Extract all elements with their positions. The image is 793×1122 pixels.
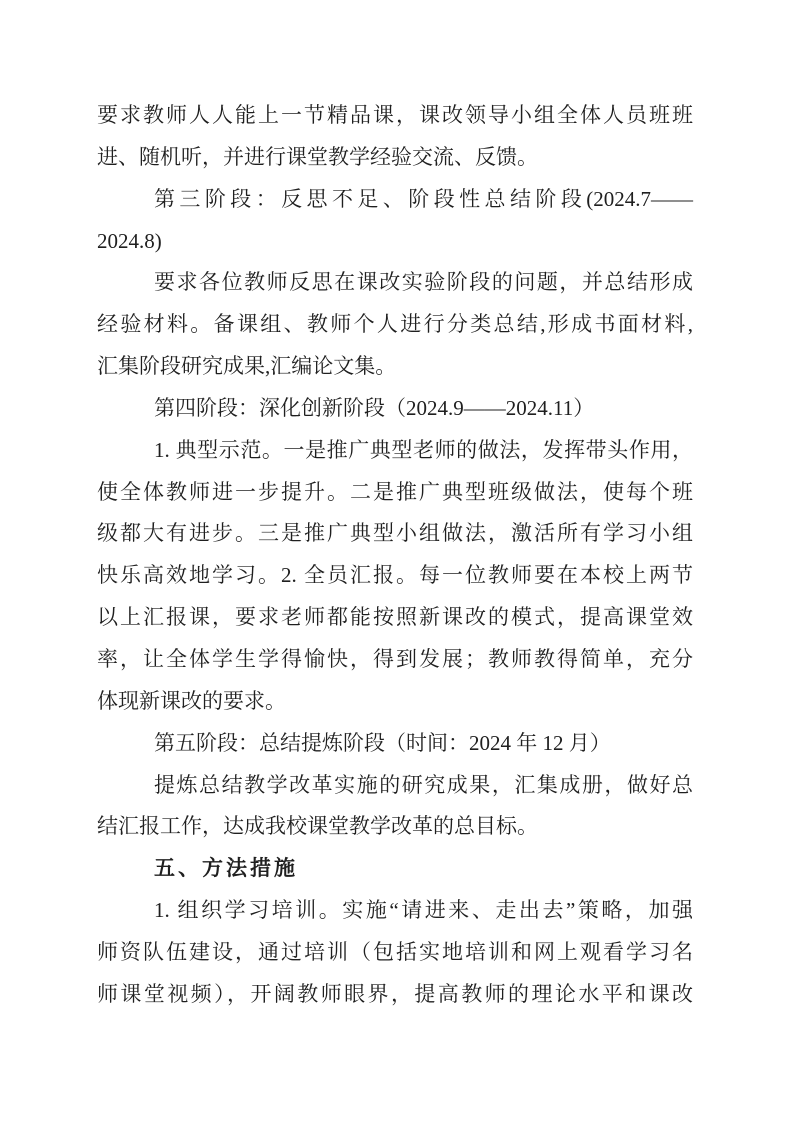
text-line: 快乐高效地学习。2. 全员汇报。每一位教师要在本校上两节 xyxy=(97,563,693,588)
text-line: 第五阶段：总结提炼阶段（时间：2024 年 12 月） xyxy=(154,730,611,755)
section-heading: 五、方法措施 xyxy=(154,856,298,881)
text-line: 率，让全体学生学得愉快，得到发展；教师教得简单，充分 xyxy=(97,646,693,671)
text-line: 以上汇报课，要求老师都能按照新课改的模式，提高课堂效 xyxy=(97,605,693,630)
text-line: 第三阶段：反思不足、阶段性总结阶段(2024.7—— xyxy=(154,186,693,211)
text-line: 使全体教师进一步提升。二是推广典型班级做法，使每个班 xyxy=(97,479,693,504)
text-line: 2024.8) xyxy=(97,228,162,253)
text-line: 师资队伍建设，通过培训（包括实地培训和网上观看学习名 xyxy=(97,939,693,964)
text-line: 要求教师人人能上一节精品课，课改领导小组全体人员班班 xyxy=(97,103,693,127)
text-line: 1. 典型示范。一是推广典型老师的做法，发挥带头作用， xyxy=(154,437,693,462)
text-line: 师课堂视频），开阔教师眼界，提高教师的理论水平和课改 xyxy=(97,981,693,1006)
text-line: 第四阶段：深化创新阶段（2024.9——2024.11） xyxy=(154,395,595,420)
text-line: 汇集阶段研究成果,汇编论文集。 xyxy=(97,354,397,379)
text-line: 级都大有进步。三是推广典型小组做法，激活所有学习小组 xyxy=(97,521,693,546)
text-line: 要求各位教师反思在课改实验阶段的问题，并总结形成 xyxy=(154,270,693,295)
text-line: 1. 组织学习培训。实施“请进来、走出去”策略，加强 xyxy=(154,898,693,923)
text-line: 进、随机听，并进行课堂教学经验交流、反馈。 xyxy=(97,144,538,169)
text-line: 体现新课改的要求。 xyxy=(97,688,286,713)
text-column xyxy=(97,95,693,1016)
text-line: 结汇报工作，达成我校课堂教学改革的总目标。 xyxy=(97,814,538,839)
text-line: 经验材料。备课组、教师个人进行分类总结,形成书面材料, xyxy=(97,312,693,337)
text-line: 提炼总结教学改革实施的研究成果，汇集成册，做好总 xyxy=(154,772,693,797)
